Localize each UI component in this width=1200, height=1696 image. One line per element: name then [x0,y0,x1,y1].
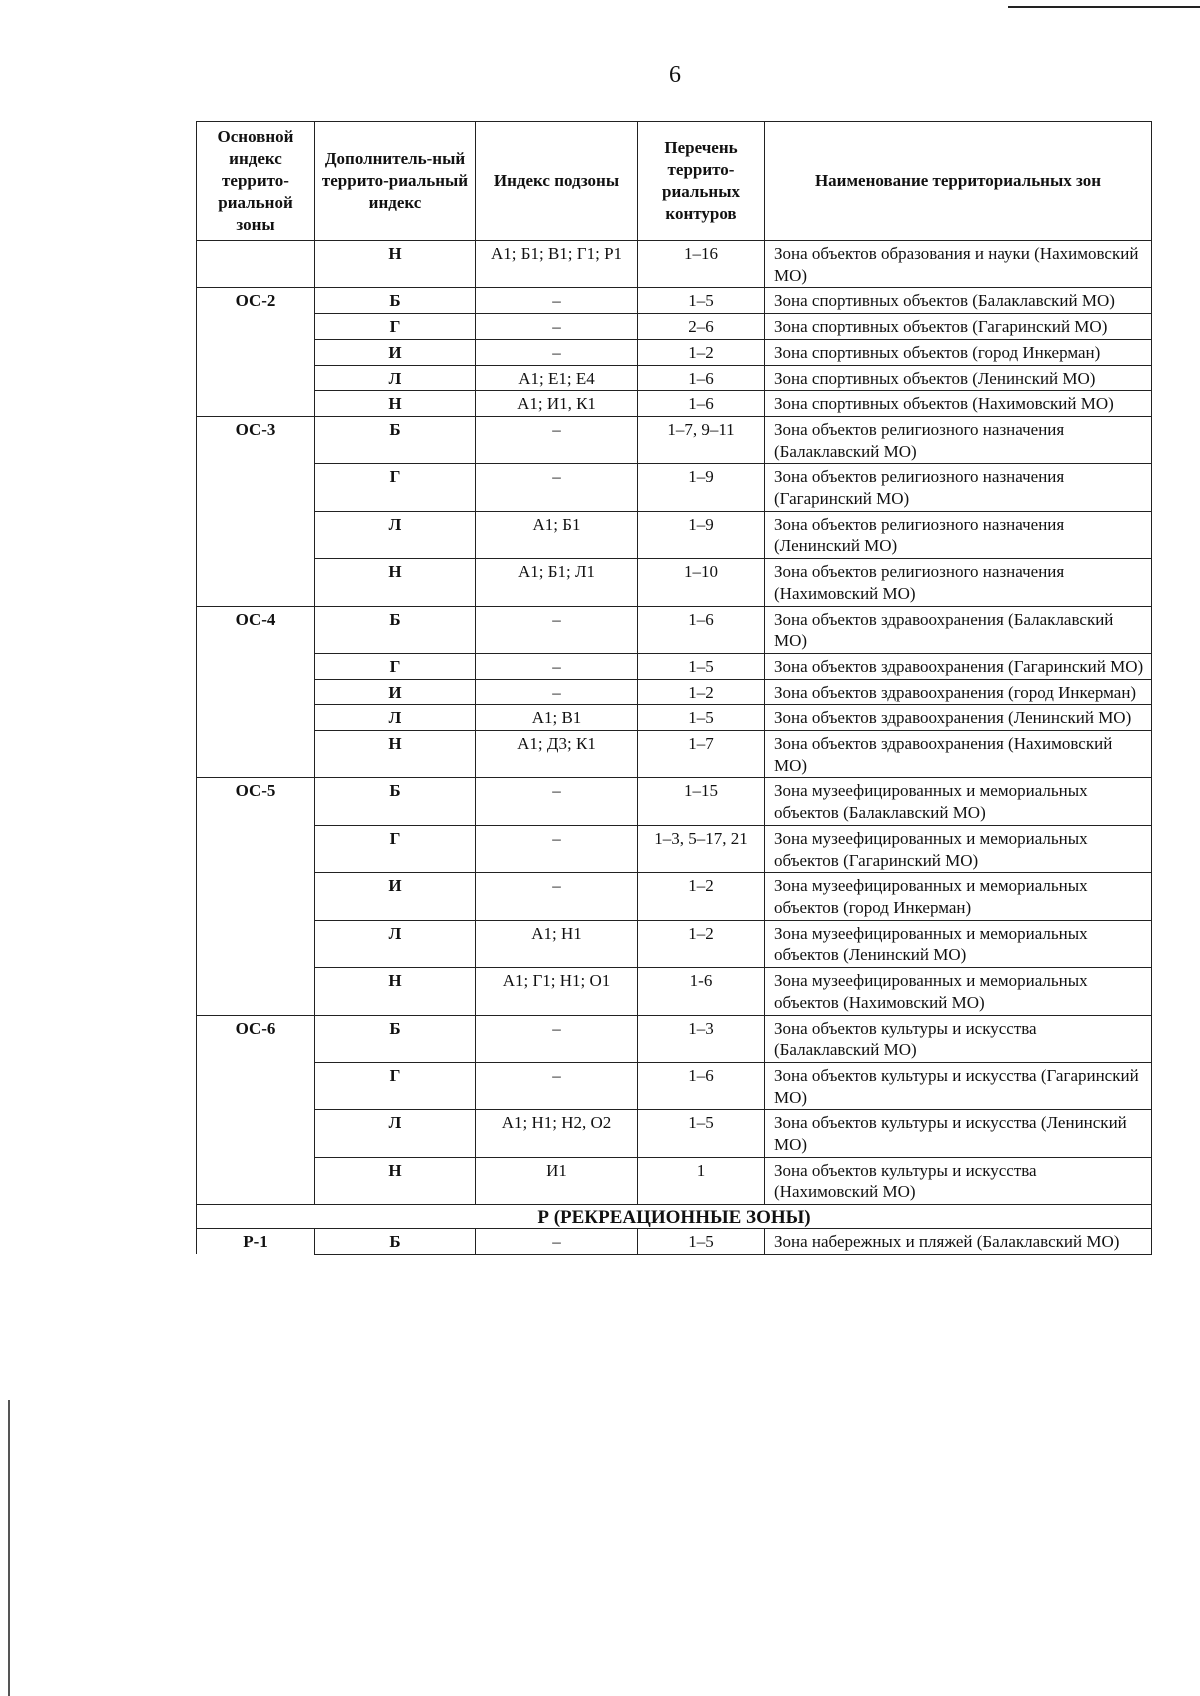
additional-index-cell: Г [315,314,476,340]
subzone-index-cell: А1; Г1; Н1; О1 [476,968,638,1015]
zone-name-cell: Зона объектов образования и науки (Нахимовский МО) [765,241,1152,288]
additional-index-cell: Б [315,1015,476,1062]
main-index-cell: ОС-3 [197,416,315,463]
subzone-index-cell: А1; Б1; Л1 [476,559,638,606]
main-index-cell [197,705,315,731]
contours-cell: 1–6 [638,1062,765,1109]
header-contours-list: Перечень террито-риальных контуров [638,122,765,241]
zone-name-cell: Зона музеефицированных и мемориальных объектов (Нахимовский МО) [765,968,1152,1015]
additional-index-cell: Н [315,968,476,1015]
main-index-cell [197,731,315,778]
zone-name-cell: Зона объектов религиозного назначения (Гагаринский МО) [765,464,1152,511]
subzone-index-cell: А1; Н1; Н2, О2 [476,1110,638,1157]
contours-cell: 1–16 [638,241,765,288]
table-row [197,416,1152,463]
additional-index-cell: Л [315,365,476,391]
header-subzone-index: Индекс подзоны [476,122,638,241]
main-index-cell: ОС-5 [197,778,315,825]
contours-cell: 1-6 [638,968,765,1015]
contours-cell: 1–9 [638,464,765,511]
table-row [197,1157,1152,1204]
section-cell [197,1205,1152,1229]
table-row [197,559,1152,606]
zones-table [196,121,1152,1255]
table-row [197,679,1152,705]
subzone-index-cell: – [476,825,638,872]
zone-name-cell: Зона объектов культуры и искусства (Балаклавский МО) [765,1015,1152,1062]
contours-cell: 1–7, 9–11 [638,416,765,463]
contours-cell: 1–6 [638,606,765,653]
contours-cell: 1–6 [638,391,765,417]
contours-cell: 1 [638,1157,765,1204]
zone-name-cell: Зона музеефицированных и мемориальных объектов (Гагаринский МО) [765,825,1152,872]
subzone-index-cell: – [476,653,638,679]
main-index-cell [197,241,315,288]
additional-index-cell: И [315,679,476,705]
table-row [197,968,1152,1015]
zone-name-cell: Зона объектов религиозного назначения (Балаклавский МО) [765,416,1152,463]
additional-index-cell: Г [315,825,476,872]
subzone-index-cell: А1; Б1 [476,511,638,558]
subzone-index-cell: – [476,873,638,920]
contours-cell: 1–9 [638,511,765,558]
main-index-cell [197,339,315,365]
subzone-index-cell: – [476,288,638,314]
section-title: Р (РЕКРЕАЦИОННЫЕ ЗОНЫ) [537,1207,811,1229]
main-index-cell [197,873,315,920]
additional-index-cell: Л [315,1110,476,1157]
table-row [197,288,1152,314]
header-zone-name: Наименование территориальных зон [765,122,1152,241]
main-index-cell: ОС-6 [197,1015,315,1062]
additional-index-cell: Н [315,559,476,606]
zone-name-cell: Зона объектов культуры и искусства (Нахимовский МО) [765,1157,1152,1204]
table-row [197,365,1152,391]
additional-index-cell: И [315,339,476,365]
main-index-cell: Р-1 [197,1229,315,1255]
subzone-index-cell: – [476,1015,638,1062]
contours-cell: 1–5 [638,653,765,679]
zone-name-cell: Зона спортивных объектов (Балаклавский МО) [765,288,1152,314]
subzone-index-cell: А1; Н1 [476,920,638,967]
main-index-cell [197,1110,315,1157]
table-row [197,511,1152,558]
subzone-index-cell: А1; Е1; Е4 [476,365,638,391]
additional-index-cell: И [315,873,476,920]
main-index-cell [197,1157,315,1204]
additional-index-cell: Л [315,511,476,558]
left-edge-mark [8,1400,10,1696]
main-index-cell [197,559,315,606]
contours-cell: 1–2 [638,339,765,365]
zone-name-cell: Зона объектов культуры и искусства (Ленинский МО) [765,1110,1152,1157]
table-row [197,606,1152,653]
zone-name-cell: Зона спортивных объектов (Гагаринский МО) [765,314,1152,340]
subzone-index-cell: И1 [476,1157,638,1204]
subzone-index-cell: А1; Б1; В1; Г1; Р1 [476,241,638,288]
additional-index-cell: Б [315,606,476,653]
contours-cell: 1–5 [638,288,765,314]
contours-cell: 1–6 [638,365,765,391]
additional-index-cell: Л [315,705,476,731]
contours-cell: 1–2 [638,873,765,920]
table-row [197,653,1152,679]
subzone-index-cell: – [476,416,638,463]
contours-cell: 2–6 [638,314,765,340]
contours-cell: 1–5 [638,705,765,731]
zone-name-cell: Зона музеефицированных и мемориальных объектов (Ленинский МО) [765,920,1152,967]
header-main-index: Основной индекс террито-риальной зоны [197,122,315,241]
zone-name-cell: Зона спортивных объектов (Нахимовский МО) [765,391,1152,417]
main-index-cell: ОС-4 [197,606,315,653]
main-index-cell [197,1062,315,1109]
zone-name-cell: Зона музеефицированных и мемориальных объектов (город Инкерман) [765,873,1152,920]
table-row [197,1015,1152,1062]
contours-cell: 1–2 [638,679,765,705]
additional-index-cell: Н [315,1157,476,1204]
zone-name-cell: Зона объектов здравоохранения (Ленинский МО) [765,705,1152,731]
zone-name-cell: Зона спортивных объектов (Ленинский МО) [765,365,1152,391]
table-row [197,1229,1152,1255]
additional-index-cell: Б [315,1229,476,1255]
zone-name-cell: Зона музеефицированных и мемориальных объектов (Балаклавский МО) [765,778,1152,825]
contours-cell: 1–15 [638,778,765,825]
main-index-cell [197,825,315,872]
main-index-cell [197,391,315,417]
zone-name-cell: Зона объектов здравоохранения (Гагаринский МО) [765,653,1152,679]
contours-cell: 1–2 [638,920,765,967]
table-row [197,731,1152,778]
main-index-cell [197,653,315,679]
table-row [197,920,1152,967]
contours-cell: 1–5 [638,1110,765,1157]
subzone-index-cell: – [476,314,638,340]
additional-index-cell: Г [315,1062,476,1109]
zone-name-cell: Зона объектов здравоохранения (Нахимовский МО) [765,731,1152,778]
subzone-index-cell: А1; И1, К1 [476,391,638,417]
additional-index-cell: Г [315,653,476,679]
subzone-index-cell: А1; В1 [476,705,638,731]
main-index-cell [197,365,315,391]
subzone-index-cell: – [476,778,638,825]
zone-name-cell: Зона объектов культуры и искусства (Гагаринский МО) [765,1062,1152,1109]
table-row [197,873,1152,920]
contours-cell: 1–3 [638,1015,765,1062]
additional-index-cell: Н [315,241,476,288]
zone-name-cell: Зона спортивных объектов (город Инкерман) [765,339,1152,365]
additional-index-cell: Б [315,288,476,314]
main-index-cell [197,679,315,705]
main-index-cell: ОС-2 [197,288,315,314]
main-index-cell [197,314,315,340]
table-body [197,241,1152,1255]
subzone-index-cell: – [476,464,638,511]
zone-name-cell: Зона набережных и пляжей (Балаклавский МО) [765,1229,1152,1255]
subzone-index-cell: – [476,339,638,365]
main-index-cell [197,968,315,1015]
main-index-cell [197,511,315,558]
contours-cell: 1–3, 5–17, 21 [638,825,765,872]
table-row [197,778,1152,825]
table-row [197,391,1152,417]
table-row [197,339,1152,365]
additional-index-cell: Л [315,920,476,967]
contours-cell: 1–7 [638,731,765,778]
page-number: 6 [669,62,681,88]
table-row [197,825,1152,872]
table-row [197,1062,1152,1109]
additional-index-cell: Б [315,416,476,463]
contours-cell: 1–5 [638,1229,765,1255]
zone-name-cell: Зона объектов здравоохранения (Балаклавский МО) [765,606,1152,653]
additional-index-cell: Б [315,778,476,825]
additional-index-cell: Н [315,731,476,778]
subzone-index-cell: – [476,679,638,705]
zone-name-cell: Зона объектов здравоохранения (город Инкерман) [765,679,1152,705]
main-index-cell [197,920,315,967]
table-row [197,705,1152,731]
table-row [197,464,1152,511]
contours-cell: 1–10 [638,559,765,606]
top-edge-rule [1008,6,1200,8]
additional-index-cell: Г [315,464,476,511]
header-row [197,122,1152,241]
subzone-index-cell: А1; Д3; К1 [476,731,638,778]
header-additional-index: Дополнитель-ный террито-риальный индекс [315,122,476,241]
main-index-cell [197,464,315,511]
additional-index-cell: Н [315,391,476,417]
zone-name-cell: Зона объектов религиозного назначения (Ленинский МО) [765,511,1152,558]
subzone-index-cell: – [476,1062,638,1109]
table-row [197,241,1152,288]
table-row [197,1110,1152,1157]
subzone-index-cell: – [476,1229,638,1255]
zone-name-cell: Зона объектов религиозного назначения (Нахимовский МО) [765,559,1152,606]
subzone-index-cell: – [476,606,638,653]
section-row [197,1205,1152,1229]
table-row [197,314,1152,340]
